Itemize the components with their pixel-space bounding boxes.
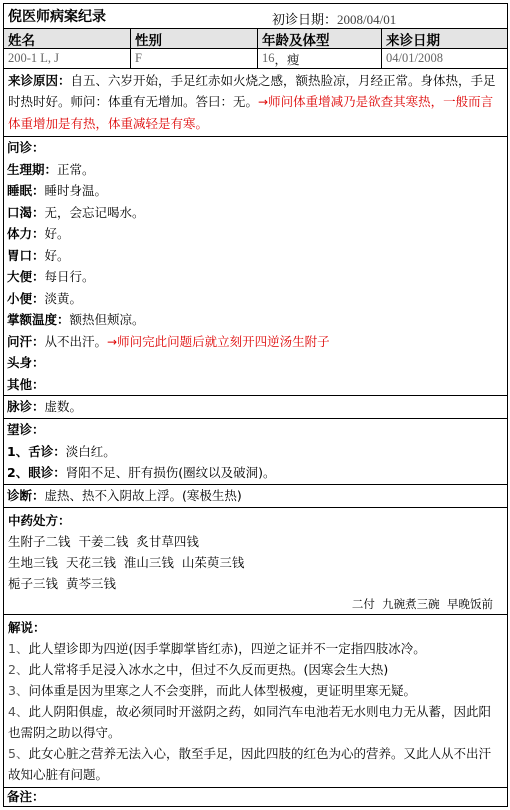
inspection-section [4, 419, 507, 485]
inquiry-item [4, 331, 507, 353]
inquiry-section [4, 137, 507, 396]
inquiry-item [4, 374, 507, 396]
arrow-icon: → [107, 334, 118, 349]
inquiry-item [4, 352, 507, 374]
inquiry-value: 每日行。 [44, 269, 95, 284]
inquiry-label: 大便： [7, 269, 45, 284]
item-number: 3、 [8, 682, 29, 698]
diagnosis-value: 虚热、热不入阴故上浮。(寒极生热) [44, 487, 242, 503]
explanation-item [8, 680, 503, 701]
patient-gender: F [131, 49, 258, 68]
inspection-heading: 望诊： [7, 422, 45, 437]
inquiry-label: 睡眠： [7, 183, 45, 198]
inspection-item [4, 462, 507, 484]
first-visit-date-value: 2008/04/01 [337, 12, 397, 27]
col-name-header: 姓名 [4, 29, 131, 48]
item-number: 5、 [8, 745, 29, 761]
inquiry-label: 小便： [7, 290, 45, 306]
item-number: 4、 [8, 703, 29, 719]
prescription-section [4, 508, 507, 615]
patient-visit-date: 04/01/2008 [386, 51, 443, 65]
first-visit-label: 初诊日期： [272, 13, 338, 28]
col-age-header: 年龄及体型 [258, 29, 382, 48]
pulse-value: 虚数。 [44, 399, 83, 414]
inspection-value: 淡白红。 [65, 443, 116, 459]
inquiry-value: 好。 [44, 226, 70, 241]
inquiry-label: 胃口： [7, 247, 45, 263]
notes-section [4, 788, 507, 806]
inquiry-item [4, 245, 507, 267]
reason-label: 来诊原因： [8, 73, 71, 88]
explanation-item [8, 701, 503, 743]
item-number: 1、 [8, 640, 29, 656]
reason-red-note: 师问体重增减乃是欲查其寒热，一般而言体重增加是有热，体重减轻是有寒。 [8, 94, 494, 131]
inquiry-item [4, 202, 507, 224]
explanation-heading: 解说： [8, 619, 46, 635]
title-row [4, 4, 507, 29]
arrow-icon: → [258, 95, 269, 109]
inquiry-item [4, 288, 507, 310]
inquiry-label: 口渴： [7, 204, 45, 220]
inquiry-label: 掌额温度： [7, 312, 70, 327]
notes-label: 备注： [7, 788, 45, 804]
diagnosis-label: 诊断： [7, 487, 45, 503]
inquiry-value: 淡黄。 [44, 290, 83, 306]
inquiry-red-note: 师问完此问题后就立刻开四逆汤生附子 [117, 333, 330, 349]
diagnosis-line [4, 485, 507, 507]
patient-build: 瘦 [287, 51, 300, 67]
explanation-item [8, 743, 503, 785]
patient-sep: ， [274, 51, 288, 67]
inquiry-heading: 问诊： [7, 140, 45, 155]
inquiry-value: 好。 [44, 247, 70, 263]
pulse-section [4, 396, 507, 419]
diagnosis-section [4, 485, 507, 508]
patient-age-build [258, 49, 382, 68]
explanation-text: 问体重是因为里寒之人不会变胖，而此人体型极瘦，更证明里寒无疑。 [28, 682, 416, 698]
inquiry-label: 头身： [7, 355, 45, 370]
explanation-text: 此女心脏之营养无法入心，散至手足，因此四肢的红色为心的营养。又此人从不出汗故知心脏有问题。 [8, 745, 491, 782]
inquiry-item [4, 266, 507, 288]
item-number: 2、 [8, 661, 29, 677]
inspection-label: 眼诊： [28, 465, 66, 480]
prescription-line: 生附子二钱 干姜二钱 炙甘草四钱 [8, 533, 199, 549]
prescription-line: 生地三钱 天花三钱 淮山三钱 山茱萸三钱 [8, 554, 245, 570]
inspection-value: 肾阳不足、肝有损伤(圈纹以及破洞)。 [65, 465, 276, 480]
reason-text: 自五、六岁开始，手足红赤如火烧之感，额热脸凉，月经正常。身体热，手足时热时好。师问：体重有无增加。答曰：无。 [8, 73, 496, 109]
item-number: 1、 [7, 443, 29, 459]
explanation-section [4, 615, 507, 788]
case-record-sheet [3, 3, 508, 807]
inquiry-label: 生理期： [7, 161, 58, 177]
col-visit-date-header: 来诊日期 [386, 32, 440, 49]
patient-name: 200-1 L, J [4, 49, 131, 68]
inquiry-value: 额热但颊凉。 [69, 312, 145, 327]
record-title: 倪医师病案纪录 [8, 9, 106, 25]
visit-reason-section [4, 69, 507, 137]
inquiry-label: 其他： [7, 376, 45, 392]
inquiry-item [4, 309, 507, 331]
inquiry-label: 问汗： [7, 333, 45, 349]
explanation-text: 此人阴阳俱虚，故必须同时开滋阴之药，如同汽车电池若无水则电力无从蓄，因此阳也需阴之助以得守。 [8, 703, 491, 740]
patient-values-row [4, 49, 507, 69]
prescription-heading: 中药处方： [8, 512, 71, 528]
inquiry-value: 正常。 [57, 161, 95, 177]
patient-header-row [4, 29, 507, 49]
col-gender-header: 性别 [131, 29, 258, 48]
item-number: 2、 [7, 465, 29, 480]
prescription-line: 栀子三钱 黄芩三钱 [8, 575, 116, 591]
inquiry-item [4, 159, 507, 181]
inquiry-value: 睡时身温。 [44, 183, 108, 198]
patient-age: 16 [262, 51, 275, 65]
inquiry-item [4, 223, 507, 245]
inspection-item [4, 441, 507, 463]
prescription-dosage: 二付 九碗煮三碗 早晚饭前 [351, 596, 493, 611]
inspection-label: 舌诊： [28, 443, 66, 459]
explanation-item [8, 638, 503, 659]
first-visit-date [272, 9, 396, 28]
explanation-text: 此人望诊即为四逆(因手掌脚掌皆红赤)，四逆之证并不一定指四肢冰冷。 [28, 640, 426, 656]
inquiry-item [4, 180, 507, 202]
pulse-line [4, 396, 507, 418]
inquiry-value: 无，会忘记喝水。 [44, 204, 145, 220]
explanation-item [8, 659, 503, 680]
pulse-label: 脉诊： [7, 399, 45, 414]
inquiry-value: 从不出汗。 [44, 333, 108, 349]
inquiry-label: 体力： [7, 226, 45, 241]
explanation-text: 此人常将手足浸入冰水之中，但过不久反而更热。(因寒会生大热) [28, 661, 389, 677]
